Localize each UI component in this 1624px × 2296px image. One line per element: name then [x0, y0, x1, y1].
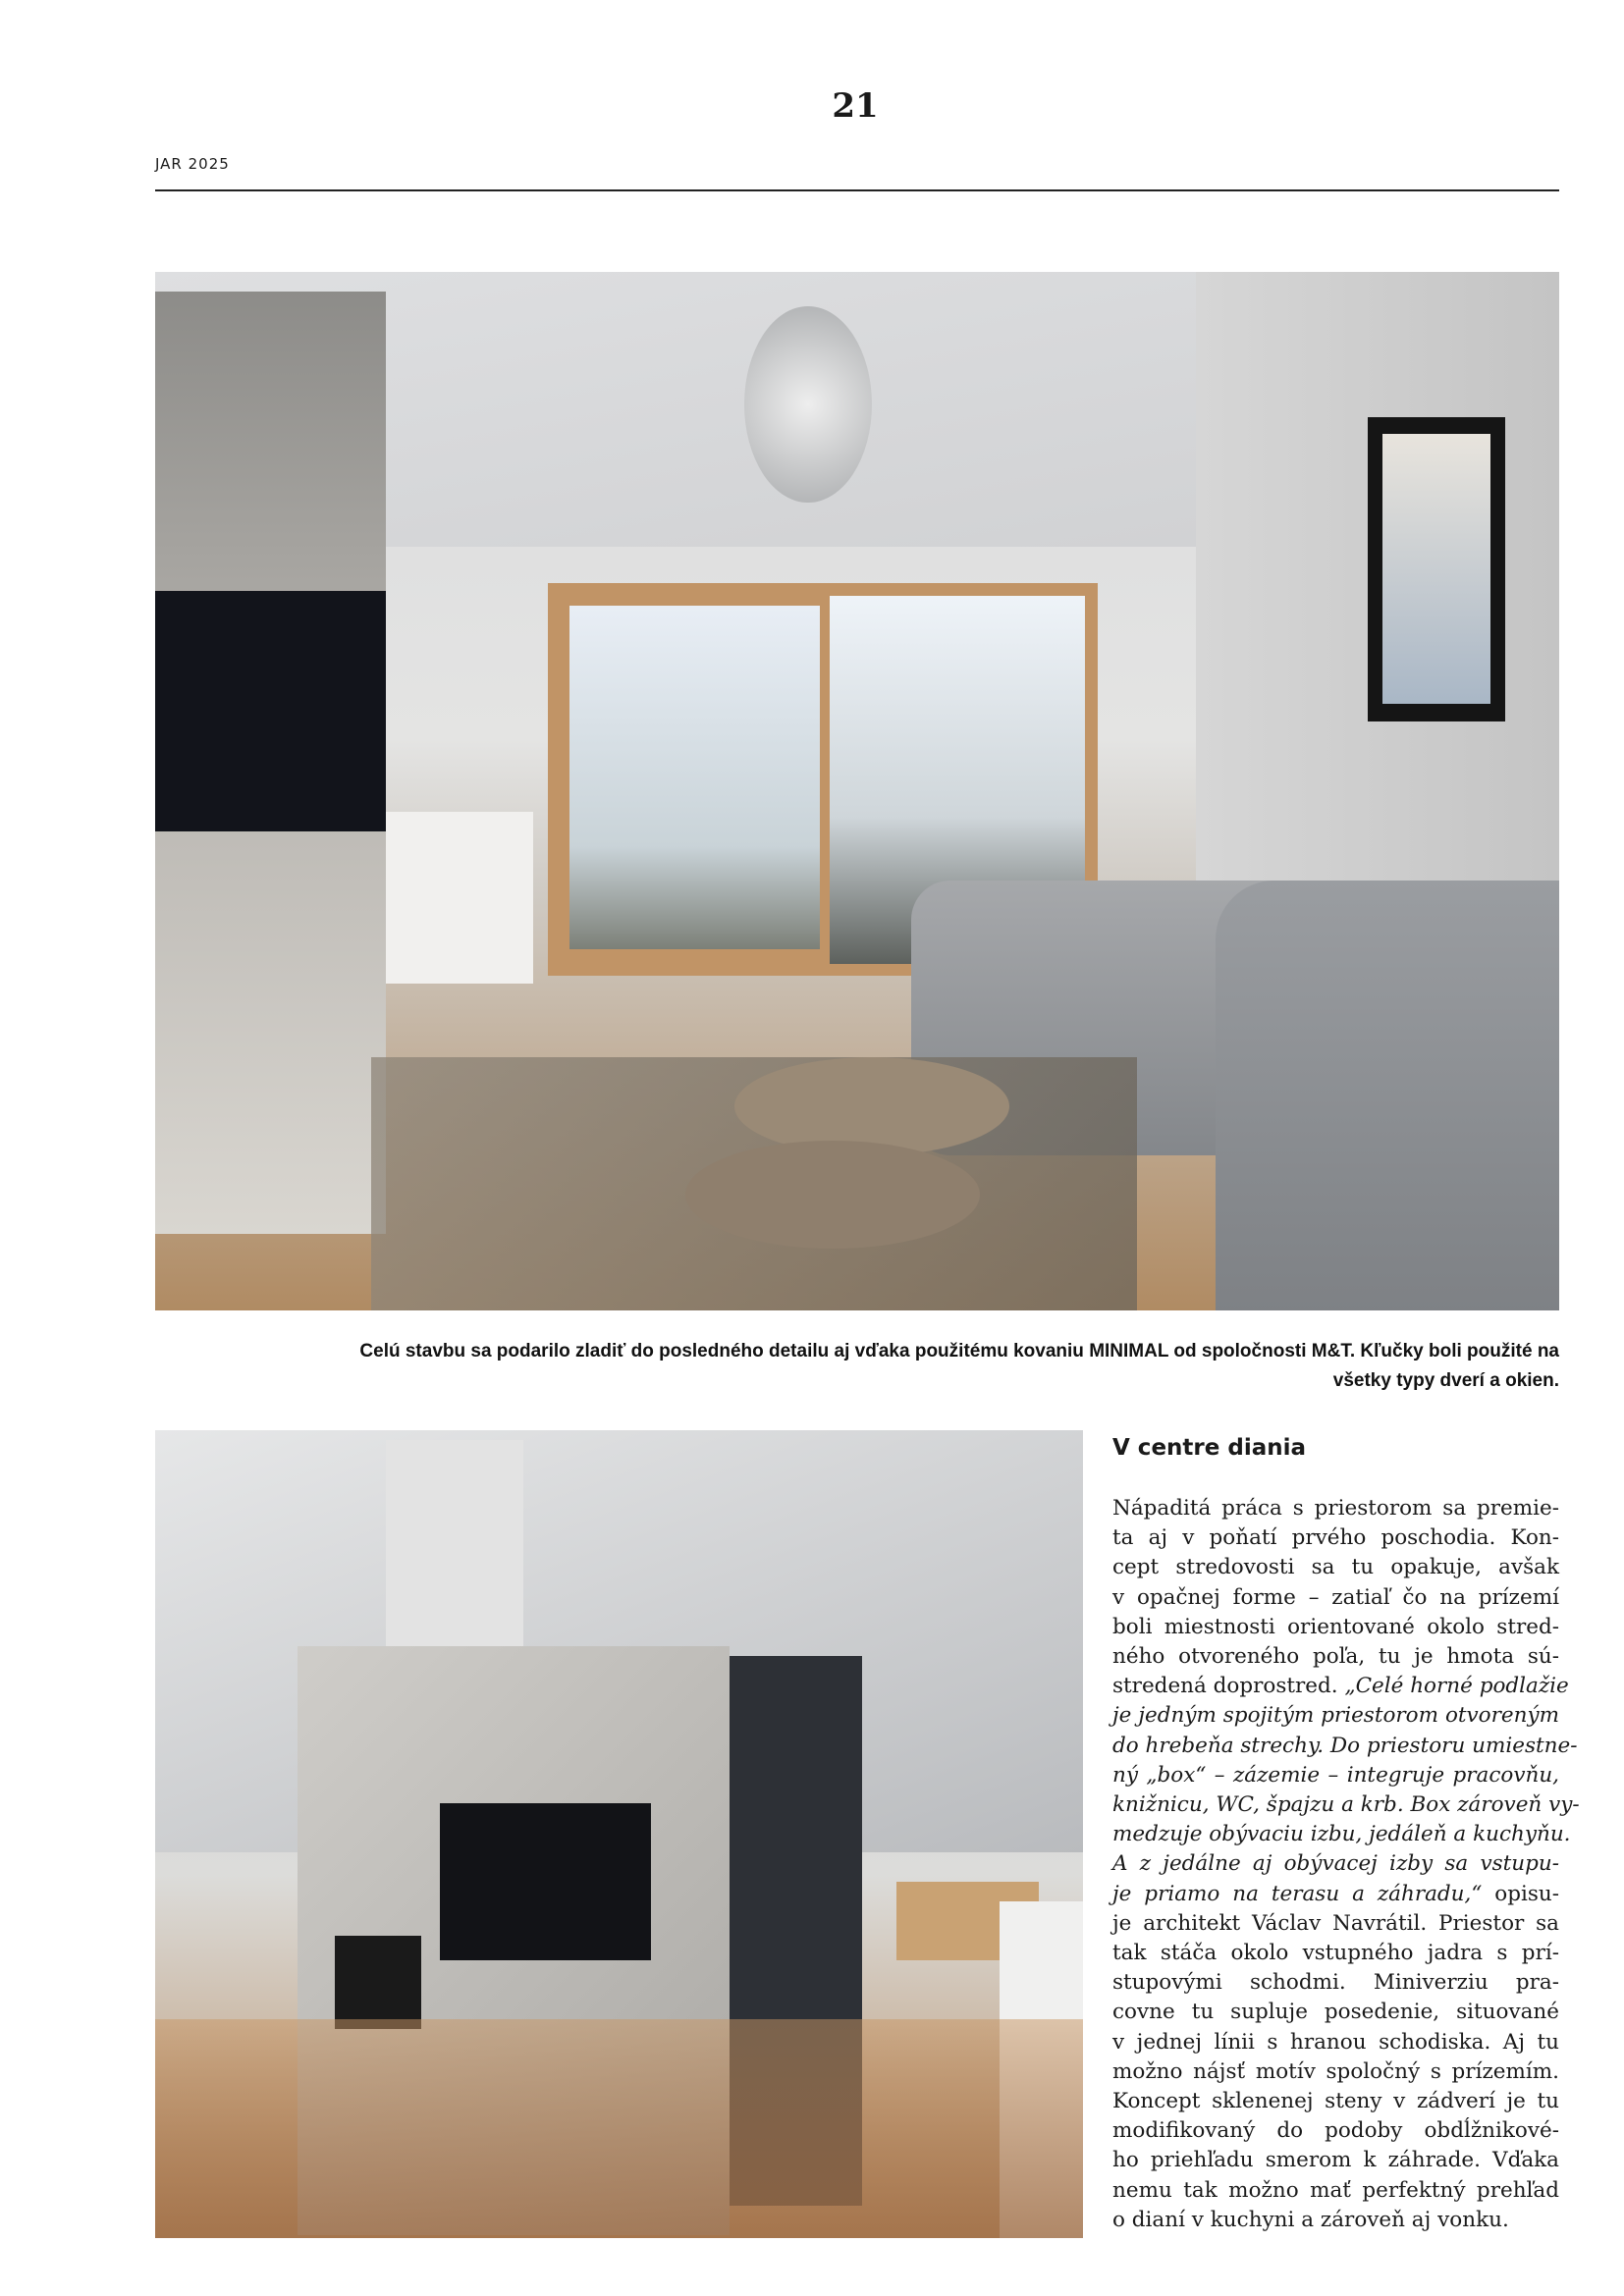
quote-text: je priamo na terasu a záhradu,“ — [1112, 1881, 1483, 1906]
body-line — [1112, 1523, 1559, 1553]
quote-text: medzuje obývaciu izbu, jedáleň a kuchyňu. — [1112, 1822, 1571, 1847]
body-line — [1112, 2116, 1559, 2146]
body-line — [1112, 1613, 1559, 1642]
body-line — [1112, 1701, 1559, 1731]
body-text: je architekt Václav Navrátil. Priestor sa — [1112, 1910, 1559, 1936]
article-heading: V centre diania — [1112, 1435, 1307, 1461]
body-text: tak stáča okolo vstupného jadra s prí- — [1112, 1941, 1559, 1966]
body-text: v opačnej forme – zatiaľ čo na prízemí — [1112, 1584, 1559, 1610]
quote-text: A z jedálne aj obývacej izby sa vstupu- — [1112, 1851, 1559, 1877]
body-line — [1112, 2028, 1559, 2057]
body-text: boli miestnosti orientované okolo stred- — [1112, 1614, 1559, 1639]
body-line — [1112, 1939, 1559, 1968]
body-line — [1112, 2087, 1559, 2116]
body-line — [1112, 1909, 1559, 1939]
upper-floor-box-photo — [155, 1430, 1083, 2238]
photo-caption — [155, 1337, 1559, 1396]
body-text: ho priehľadu smerom k záhrade. Vďaka — [1112, 2148, 1559, 2173]
quote-text: „Celé horné podlažie — [1344, 1674, 1569, 1699]
body-text: ta aj v poňatí prvého poschodia. Kon- — [1112, 1525, 1559, 1551]
body-text: Koncept sklenenej steny v zádverí je tu — [1112, 2089, 1559, 2114]
body-text: Nápaditá práca s priestorom sa premie- — [1112, 1496, 1559, 1521]
article-body — [1112, 1494, 1580, 2235]
body-line — [1112, 1583, 1559, 1613]
body-text: možno nájsť motív spoločný s prízemím. — [1112, 2058, 1559, 2084]
body-line — [1112, 1968, 1559, 1998]
body-text: cept stredovosti sa tu opakuje, avšak — [1112, 1555, 1559, 1580]
quote-text: knižnicu, WC, špajzu a krb. Box zároveň vy- — [1112, 1792, 1580, 1818]
body-line — [1112, 1849, 1559, 1879]
body-line — [1112, 2206, 1559, 2235]
page-number: 21 — [832, 86, 879, 126]
body-line — [1112, 1642, 1559, 1672]
body-text: nemu tak možno mať perfektný prehľad — [1112, 2177, 1559, 2203]
body-line — [1112, 1732, 1578, 1761]
body-line — [1112, 2176, 1559, 2206]
body-line — [1112, 1880, 1559, 1909]
quote-text: ný „box“ – zázemie – integruje pracovňu, — [1112, 1762, 1559, 1788]
body-line — [1112, 2057, 1559, 2087]
living-room-photo — [155, 272, 1559, 1310]
caption-line-1: Celú stavbu sa podarilo zladiť do posledného detailu aj vďaka použitému kovaniu MINIMAL od spoločnosti M&T. Kľučky boli použité na — [359, 1341, 1559, 1362]
body-line — [1112, 2146, 1559, 2175]
quote-text: do hrebeňa strechy. Do priestoru umiestne- — [1112, 1733, 1578, 1758]
body-line — [1112, 1553, 1559, 1582]
body-text: opisu- — [1482, 1881, 1559, 1906]
quote-text: je jedným spojitým priestorom otvoreným — [1112, 1703, 1559, 1729]
body-line — [1112, 1672, 1569, 1701]
body-text: covne tu supluje posedenie, situované — [1112, 2000, 1559, 2025]
caption-line-2: všetky typy dverí a okien. — [1332, 1370, 1559, 1391]
body-line — [1112, 1790, 1580, 1820]
body-text: o dianí v kuchyni a zároveň aj vonku. — [1112, 2207, 1509, 2232]
body-text: stredená doprostred. — [1112, 1674, 1345, 1699]
body-text: stupovými schodmi. Miniverziu pra- — [1112, 1970, 1559, 1996]
header-divider — [155, 189, 1559, 191]
body-text: ného otvoreného poľa, tu je hmota sú- — [1112, 1644, 1559, 1670]
body-text: modifikovaný do podoby obdĺžnikové- — [1112, 2118, 1559, 2144]
body-line — [1112, 1494, 1559, 1523]
body-line — [1112, 1998, 1559, 2027]
body-text: v jednej línii s hranou schodiska. Aj tu — [1112, 2029, 1559, 2055]
body-line — [1112, 1761, 1559, 1790]
body-line — [1112, 1820, 1571, 1849]
issue-label: JAR 2025 — [155, 155, 230, 173]
